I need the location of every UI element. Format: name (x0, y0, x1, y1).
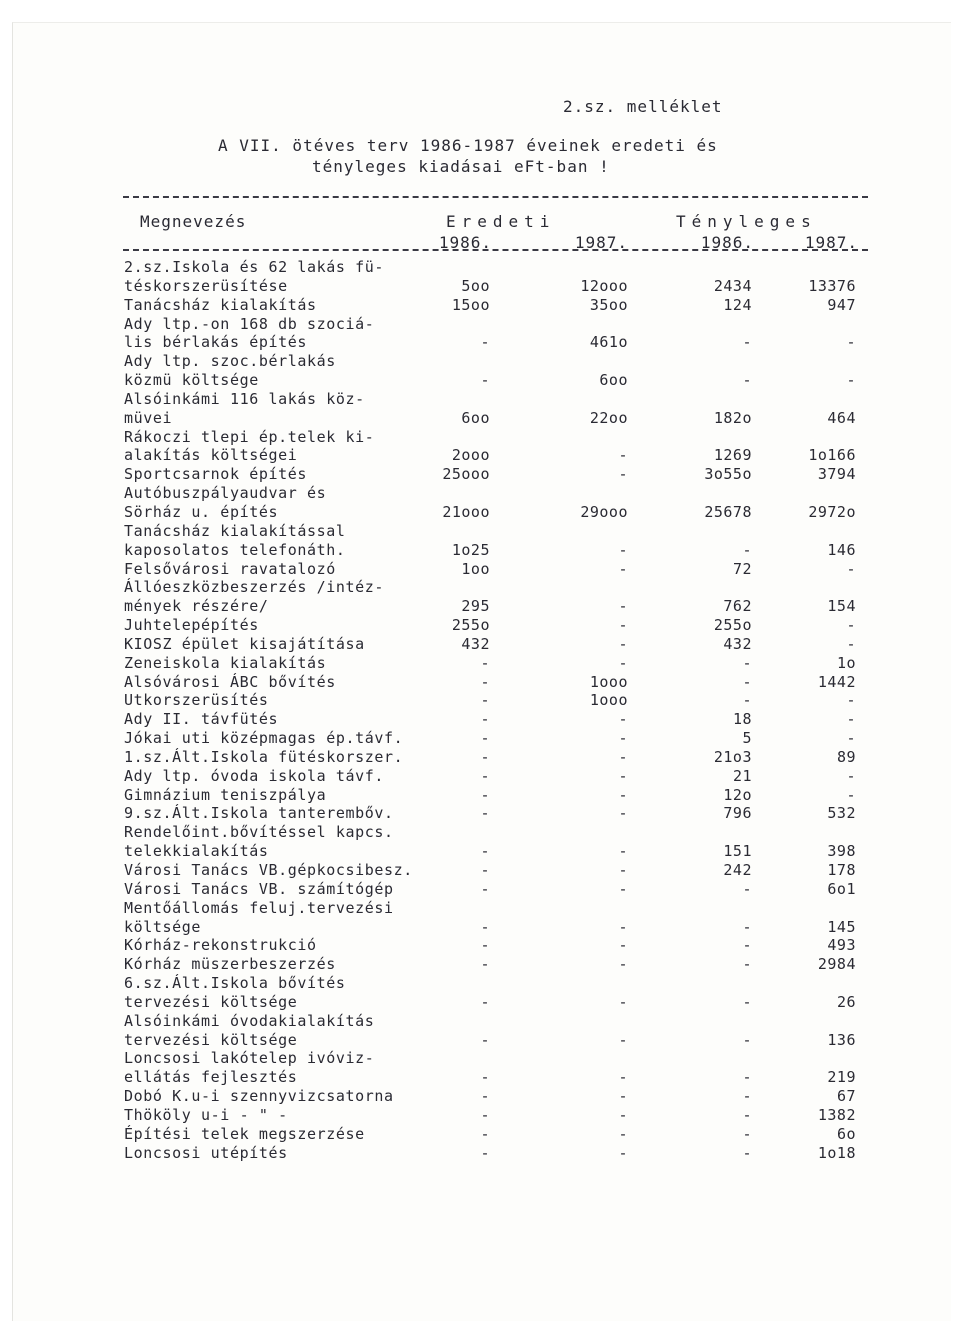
row-value-1: - (480, 729, 490, 748)
row-value-1: 1oo (461, 559, 490, 578)
row-value-4: 89 (836, 747, 856, 766)
table-row (0, 804, 960, 823)
row-label: Loncsosi utépítés (124, 1143, 288, 1162)
row-label: kaposolatos telefonáth. (124, 540, 346, 559)
row-label: tervezési költsége (124, 992, 298, 1011)
row-label: Városi Tanács VB.gépkocsibesz. (124, 861, 413, 879)
row-value-1: - (480, 1068, 490, 1087)
table-row (0, 578, 960, 597)
row-value-4: 1382 (817, 1105, 856, 1124)
row-value-2: 29ooo (580, 502, 628, 521)
row-label: Felsővárosi ravatalozó (124, 559, 336, 578)
row-label: Városi Tanács VB. számítógép (124, 879, 394, 898)
row-label: telekkialakítás (124, 842, 269, 861)
row-label: Utkorszerüsítés (124, 691, 269, 710)
row-value-1: 5oo (461, 276, 490, 295)
row-value-4: 13376 (808, 276, 856, 295)
row-label: Építési telek megszerzése (124, 1124, 365, 1143)
table-row (0, 748, 960, 767)
row-value-3: 242 (723, 861, 752, 879)
row-value-4: 2984 (817, 955, 856, 974)
header-year-actual-1987: 1987. (804, 233, 858, 252)
row-value-4: 398 (827, 842, 856, 861)
row-value-3: 25678 (704, 502, 752, 521)
row-value-3: 3o55o (704, 465, 752, 484)
row-value-4: - (846, 634, 856, 653)
row-value-1: - (480, 672, 490, 691)
table-row (0, 597, 960, 616)
row-value-3: - (742, 917, 752, 936)
row-label: Ady ltp.-on 168 db szociá- (124, 314, 375, 333)
row-value-4: - (846, 616, 856, 635)
row-value-1: - (480, 955, 490, 974)
table-row (0, 258, 960, 277)
row-value-1: 295 (461, 597, 490, 616)
row-value-2: - (618, 729, 628, 748)
row-label: Tanácsház kialakítással (124, 521, 346, 540)
table-row (0, 691, 960, 710)
row-value-2: - (618, 861, 628, 879)
row-value-3: 255o (713, 616, 752, 635)
row-value-3: - (742, 1105, 752, 1124)
row-value-4: 146 (827, 540, 856, 559)
row-value-3: - (742, 936, 752, 955)
row-value-4: 464 (827, 408, 856, 427)
row-value-2: - (618, 446, 628, 465)
row-value-1: 1o25 (451, 540, 490, 559)
row-label: Alsóinkámi óvodakialakítás (124, 1011, 375, 1030)
row-value-3: - (742, 691, 752, 710)
row-value-1: 15oo (451, 295, 490, 314)
row-value-2: - (618, 1068, 628, 1087)
row-label: Juhtelepépítés (124, 616, 259, 635)
table-row (0, 522, 960, 541)
row-value-4: 136 (827, 1030, 856, 1049)
row-value-1: - (480, 785, 490, 804)
row-value-3: - (742, 653, 752, 672)
row-value-2: - (618, 842, 628, 861)
row-value-1: - (480, 333, 490, 352)
table-row (0, 1106, 960, 1125)
row-value-3: - (742, 1124, 752, 1143)
row-label: Tanácsház kialakítás (124, 295, 317, 314)
table-row (0, 277, 960, 296)
row-value-1: 2ooo (451, 446, 490, 465)
row-label: Kórház müszerbeszerzés (124, 955, 336, 974)
row-value-4: 947 (827, 295, 856, 314)
row-value-4: 26 (836, 992, 856, 1011)
row-value-1: - (480, 747, 490, 766)
row-value-4: - (846, 691, 856, 710)
row-value-2: - (618, 540, 628, 559)
row-value-3: 182o (713, 408, 752, 427)
row-value-1: - (480, 1143, 490, 1162)
table-row (0, 428, 960, 447)
header-name: Megnevezés (140, 212, 247, 231)
row-label: Jókai uti középmagas ép.távf. (124, 729, 404, 748)
table-row (0, 955, 960, 974)
row-label: Rendelőint.bővítéssel kapcs. (124, 823, 394, 842)
row-label: Ady ltp. szoc.bérlakás (124, 352, 336, 371)
row-label: Kórház-rekonstrukció (124, 936, 317, 955)
table-row (0, 729, 960, 748)
row-value-3: 432 (723, 634, 752, 653)
row-value-3: - (742, 1087, 752, 1106)
row-label: Gimnázium teniszpálya (124, 785, 327, 804)
row-value-3: - (742, 1068, 752, 1087)
table-row (0, 503, 960, 522)
row-value-4: 1o166 (808, 446, 856, 465)
row-value-2: 35oo (589, 295, 628, 314)
row-value-3: 12o (723, 785, 752, 804)
table-row (0, 936, 960, 955)
table-row (0, 390, 960, 409)
row-value-1: - (480, 710, 490, 729)
row-value-1: 21ooo (442, 502, 490, 521)
row-label: Sportcsarnok építés (124, 465, 307, 484)
row-value-1: - (480, 861, 490, 879)
table-row (0, 710, 960, 729)
row-value-1: - (480, 1030, 490, 1049)
row-value-4: 1o18 (817, 1143, 856, 1162)
row-value-3: - (742, 333, 752, 352)
table-row (0, 371, 960, 390)
row-value-2: 6oo (599, 371, 628, 390)
table-row (0, 899, 960, 918)
table-row (0, 1012, 960, 1031)
row-value-3: 21o3 (713, 747, 752, 766)
row-value-3: - (742, 955, 752, 974)
row-value-2: - (618, 1143, 628, 1162)
row-value-4: 178 (827, 861, 856, 879)
row-label: KIOSZ épület kisajátítása (124, 634, 365, 653)
table-row (0, 352, 960, 371)
row-label: Zeneiskola kialakítás (124, 653, 327, 672)
row-value-1: - (480, 992, 490, 1011)
row-value-2: - (618, 879, 628, 898)
row-label: Állóeszközbeszerzés /intéz- (124, 578, 385, 597)
row-label: Thököly u-i - " - (124, 1105, 288, 1124)
table-row (0, 1087, 960, 1106)
row-value-1: - (480, 691, 490, 710)
row-value-2: - (618, 1105, 628, 1124)
row-label: müvei (124, 408, 173, 427)
row-value-1: - (480, 1124, 490, 1143)
row-value-1: 255o (451, 616, 490, 635)
row-value-4: - (846, 785, 856, 804)
row-label: 2.sz.Iskola és 62 lakás fü- (124, 258, 385, 276)
row-value-1: 25ooo (442, 465, 490, 484)
table-row (0, 315, 960, 334)
header-year-actual-1986: 1986. (700, 233, 754, 252)
header-year-original-1986: 1986. (438, 233, 492, 252)
table-row (0, 974, 960, 993)
row-label: Loncsosi lakótelep ivóviz- (124, 1049, 375, 1068)
row-value-1: - (480, 804, 490, 823)
row-label: ellátás fejlesztés (124, 1068, 298, 1087)
row-label: költsége (124, 917, 202, 936)
header-original: Eredeti (446, 212, 556, 231)
row-value-2: - (618, 804, 628, 823)
row-value-3: - (742, 1143, 752, 1162)
row-value-4: 6o (836, 1124, 856, 1143)
table-row (0, 296, 960, 315)
header-actual: Tényleges (676, 212, 817, 231)
table-row (0, 409, 960, 428)
row-label: lis bérlakás építés (124, 333, 307, 352)
row-label: téskorszerüsítése (124, 276, 288, 295)
row-value-2: 1ooo (589, 672, 628, 691)
row-value-2: 1ooo (589, 691, 628, 710)
table-row (0, 673, 960, 692)
row-value-4: - (846, 371, 856, 390)
row-label: Mentőállomás feluj.tervezési (124, 898, 394, 917)
row-value-2: - (618, 766, 628, 785)
row-value-1: - (480, 879, 490, 898)
row-value-4: - (846, 766, 856, 785)
row-value-1: 6oo (461, 408, 490, 427)
row-label: 1.sz.Ált.Iskola fütéskorszer. (124, 747, 404, 766)
row-value-1: - (480, 1105, 490, 1124)
row-value-3: 18 (732, 710, 752, 729)
row-label: Autóbuszpályaudvar és (124, 484, 327, 503)
row-value-2: - (618, 955, 628, 974)
table-row (0, 880, 960, 899)
row-value-3: 2434 (713, 276, 752, 295)
row-value-2: - (618, 634, 628, 653)
row-value-2: 22oo (589, 408, 628, 427)
document-title-line2: tényleges kiadásai eFt-ban ! (312, 157, 610, 176)
row-value-1: - (480, 371, 490, 390)
row-value-2: - (618, 936, 628, 955)
row-label: közmü költsége (124, 371, 259, 390)
row-label: Alsóvárosi ÁBC bővítés (124, 672, 336, 691)
row-label: 6.sz.Ált.Iskola bővítés (124, 974, 346, 993)
row-value-3: - (742, 992, 752, 1011)
row-value-3: 5 (742, 729, 752, 748)
row-value-4: - (846, 710, 856, 729)
table-row (0, 861, 960, 880)
row-value-2: - (618, 710, 628, 729)
header-year-original-1987: 1987. (574, 233, 628, 252)
row-label: Sörház u. építés (124, 502, 279, 521)
row-value-4: 532 (827, 804, 856, 823)
row-label: Dobó K.u-i szennyvizcsatorna (124, 1087, 394, 1106)
document-title-line1: A VII. ötéves terv 1986-1987 éveinek eredeti és (218, 136, 718, 155)
row-label: Ady II. távfütés (124, 710, 279, 729)
row-value-2: - (618, 785, 628, 804)
row-value-3: - (742, 672, 752, 691)
row-label: Rákoczi tlepi ép.telek ki- (124, 427, 375, 446)
row-value-2: - (618, 1030, 628, 1049)
row-value-1: - (480, 1087, 490, 1106)
table-body (0, 258, 960, 1163)
table-row (0, 484, 960, 503)
table-row (0, 654, 960, 673)
row-label: mények részére/ (124, 597, 269, 616)
table-row (0, 541, 960, 560)
row-value-2: - (618, 465, 628, 484)
row-value-4: 1o (836, 653, 856, 672)
row-value-3: - (742, 1030, 752, 1049)
table-row (0, 1049, 960, 1068)
row-value-3: 21 (732, 766, 752, 785)
row-value-2: - (618, 747, 628, 766)
row-value-1: - (480, 917, 490, 936)
table-row (0, 333, 960, 352)
table-row (0, 823, 960, 842)
row-value-4: 493 (827, 936, 856, 955)
row-value-2: 12ooo (580, 276, 628, 295)
row-label: Alsóinkámi 116 lakás köz- (124, 389, 365, 408)
row-value-3: 1269 (713, 446, 752, 465)
annex-label: 2.sz. melléklet (563, 97, 723, 116)
row-value-4: 219 (827, 1068, 856, 1087)
table-row (0, 993, 960, 1012)
dashed-rule-top (123, 196, 868, 198)
table-row (0, 1144, 960, 1163)
row-value-3: - (742, 540, 752, 559)
row-value-4: - (846, 729, 856, 748)
row-value-4: - (846, 333, 856, 352)
row-value-2: - (618, 597, 628, 616)
table-row (0, 1125, 960, 1144)
row-value-4: 1442 (817, 672, 856, 691)
table-row (0, 560, 960, 579)
row-value-3: - (742, 879, 752, 898)
row-value-2: - (618, 1124, 628, 1143)
table-row (0, 465, 960, 484)
table-row (0, 918, 960, 937)
row-value-1: - (480, 766, 490, 785)
row-label: alakítás költségei (124, 446, 298, 465)
row-value-4: 6o1 (827, 879, 856, 898)
row-label: Ady ltp. óvoda iskola távf. (124, 766, 385, 785)
row-label: tervezési költsége (124, 1030, 298, 1049)
row-value-4: 67 (836, 1087, 856, 1106)
row-value-2: - (618, 616, 628, 635)
row-value-1: 432 (461, 634, 490, 653)
row-value-4: 3794 (817, 465, 856, 484)
row-value-2: - (618, 992, 628, 1011)
table-row (0, 1068, 960, 1087)
row-value-1: - (480, 653, 490, 672)
table-row (0, 767, 960, 786)
table-row (0, 842, 960, 861)
row-value-2: - (618, 653, 628, 672)
table-row (0, 616, 960, 635)
row-value-3: 762 (723, 597, 752, 616)
table-row (0, 635, 960, 654)
row-value-3: 72 (732, 559, 752, 578)
row-value-1: - (480, 842, 490, 861)
row-value-2: - (618, 917, 628, 936)
table-row (0, 786, 960, 805)
row-value-4: 2972o (808, 502, 856, 521)
table-row (0, 1031, 960, 1050)
row-value-1: - (480, 936, 490, 955)
row-value-2: - (618, 559, 628, 578)
row-label: 9.sz.Ált.Iskola tanterembőv. (124, 804, 394, 823)
table-row (0, 446, 960, 465)
row-value-3: 124 (723, 295, 752, 314)
row-value-3: 796 (723, 804, 752, 823)
row-value-4: 154 (827, 597, 856, 616)
dashed-rule-header (123, 249, 868, 251)
row-value-3: 151 (723, 842, 752, 861)
row-value-2: 461o (589, 333, 628, 352)
row-value-2: - (618, 1087, 628, 1106)
row-value-3: - (742, 371, 752, 390)
row-value-4: - (846, 559, 856, 578)
row-value-4: 145 (827, 917, 856, 936)
